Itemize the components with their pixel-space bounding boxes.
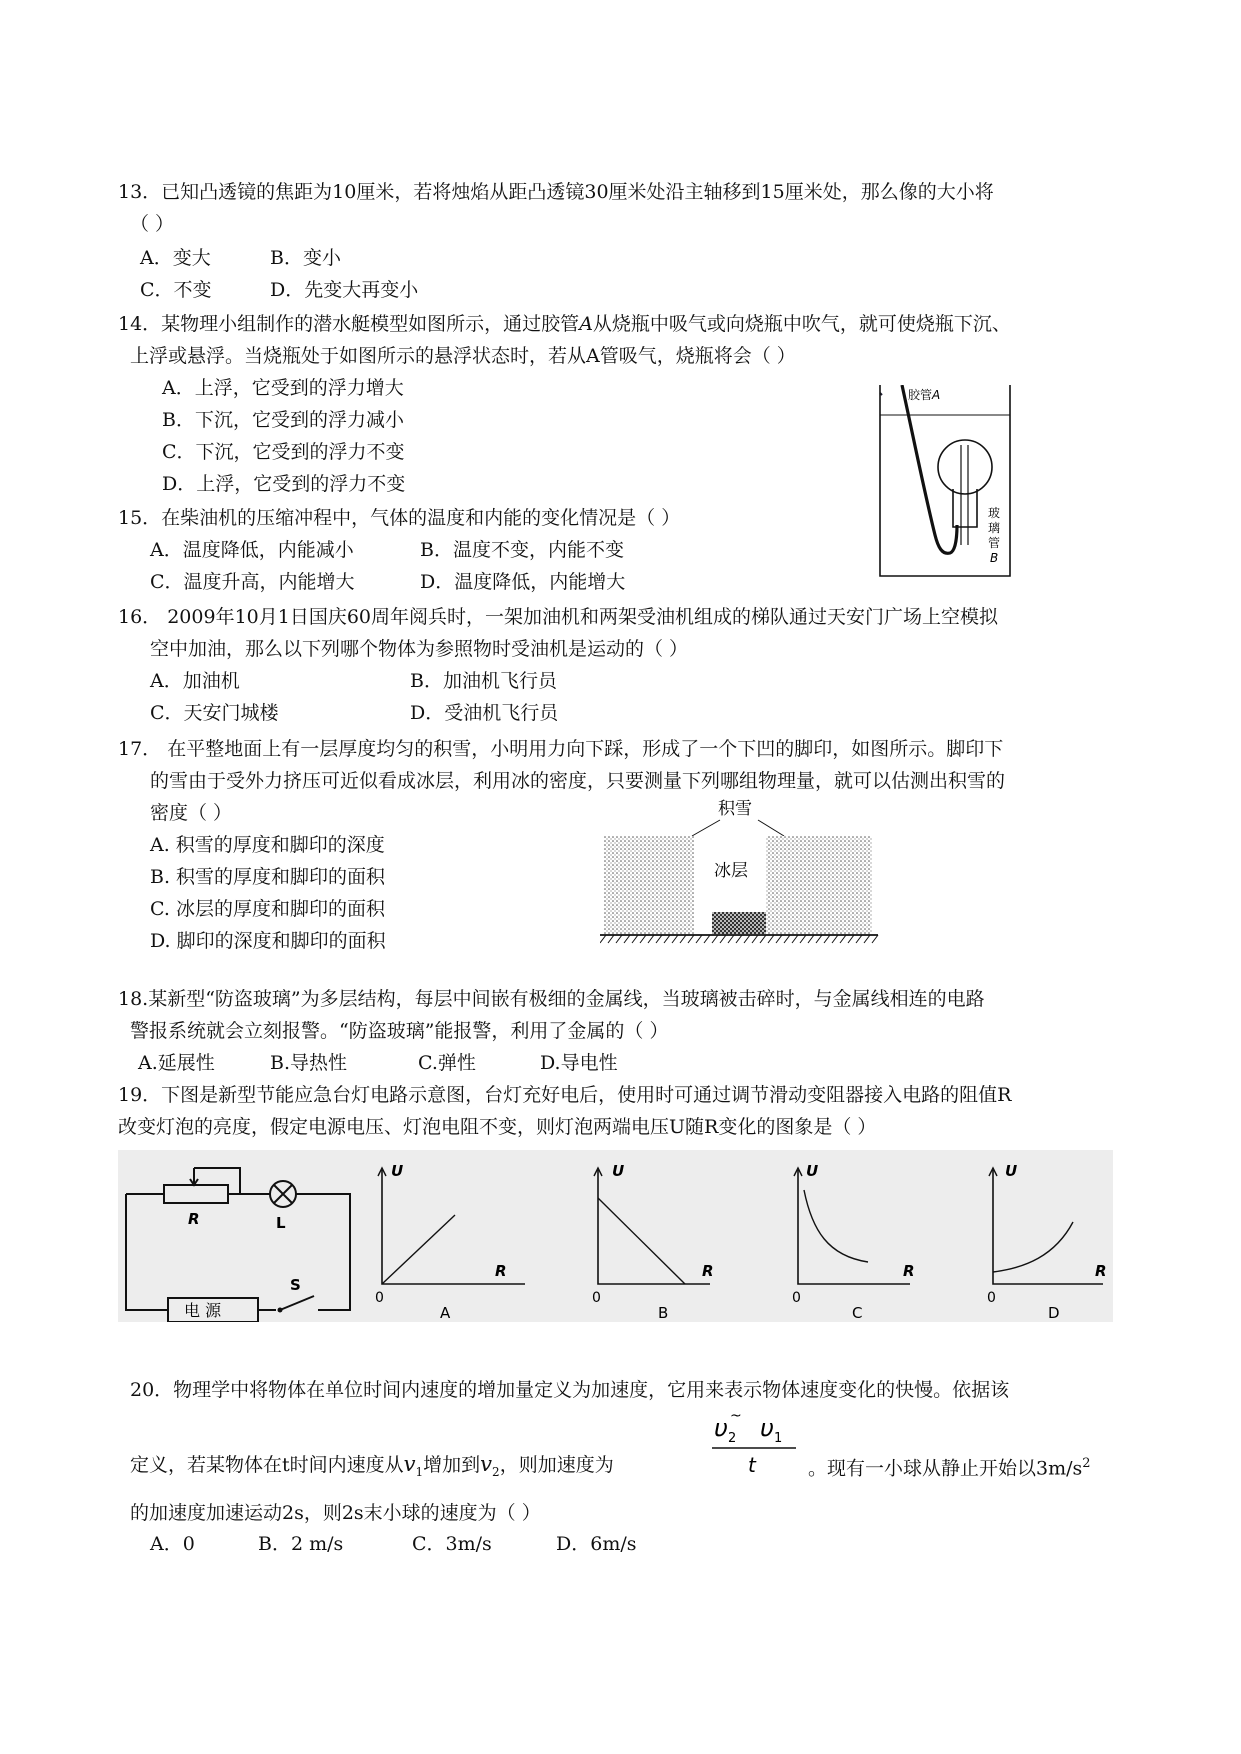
graph-b-letter: B (658, 1304, 669, 1320)
q17-stem-line1: 17． 在平整地面上有一层厚度均匀的积雪，小明用力向下踩，形成了一个下凹的脚印，如图所示。脚印下 (118, 738, 1004, 760)
rheostat-resistor (164, 1185, 228, 1203)
graph-a-x-label: R (495, 1262, 507, 1280)
q14-option-a: A．上浮，它受到的浮力增大 (162, 377, 404, 399)
q14-option-d: D．上浮，它受到的浮力不变 (162, 473, 406, 495)
lamp-label: L (276, 1214, 286, 1232)
glass-tube-label-2: 璃 (988, 521, 1001, 535)
q15-option-a: A．温度降低，内能减小 (150, 539, 354, 561)
q16-option-c: C．天安门城楼 (150, 702, 279, 724)
snow-footprint-figure (600, 796, 880, 956)
graph-b-y-label: U (612, 1162, 625, 1180)
q14-option-c: C．下沉，它受到的浮力不变 (162, 441, 405, 463)
circuit-wire-right (296, 1194, 350, 1310)
lamp-cross (274, 1185, 292, 1203)
q17-stem-line3: 密度（ ） (150, 802, 233, 824)
q17-stem-line2: 的雪由于受外力挤压可近似看成冰层，利用冰的密度，只要测量下列哪组物理量，就可以估测出积雪的 (150, 770, 1006, 792)
graph-a-y-label: U (391, 1162, 404, 1180)
graph-c-axes (798, 1170, 910, 1284)
q16-stem-line1: 16． 2009年10月1日国庆60周年阅兵时，一架加油机和两架受油机组成的梯队通过天安门广场上空模拟 (118, 606, 999, 628)
q16-option-a: A．加油机 (150, 670, 240, 692)
q14-stem-line2: 上浮或悬浮。当烧瓶处于如图所示的悬浮状态时，若从A管吸气，烧瓶将会（ ） (130, 345, 796, 367)
snow-layer-right (766, 836, 872, 934)
graph-c-origin: 0 (792, 1290, 801, 1306)
graph-c-y-label: U (806, 1162, 819, 1180)
graph-a (375, 1160, 550, 1320)
ice-layer (712, 912, 766, 934)
graph-d-axes (993, 1170, 1103, 1284)
snow-pointer-right (758, 820, 784, 836)
q16-option-b: B．加油机飞行员 (410, 670, 557, 692)
formula-t: t (748, 1453, 756, 1476)
q20-stem-line3: 的加速度加速运动2s，则2s末小球的速度为（ ） (130, 1502, 541, 1524)
q18-stem-line2: 警报系统就会立刻报警。“防盗玻璃”能报警，利用了金属的（ ） (130, 1020, 669, 1042)
graph-a-letter: A (440, 1304, 451, 1320)
formula-v2-sub: 2 (728, 1431, 737, 1446)
formula-v1: υ (760, 1414, 774, 1442)
acceleration-formula (712, 1408, 802, 1476)
graph-c-x-label: R (903, 1262, 915, 1280)
q15-option-b: B．温度不变，内能不变 (420, 539, 624, 561)
q20-stem-line2-tail: 。现有一小球从静止开始以$3m/s^2$ (808, 1456, 1091, 1480)
graph-d-curve (993, 1222, 1073, 1272)
slider-wire (194, 1168, 240, 1194)
graph-d-letter: D (1048, 1304, 1060, 1320)
q14-stem-line1: 14．某物理小组制作的潜水艇模型如图所示，通过胶管A从烧瓶中吸气或向烧瓶中吹气，就可使烧瓶下沉、 (118, 313, 1011, 335)
glass-tube-label-3: 管 (988, 536, 1001, 550)
graph-d-x-label: R (1095, 1262, 1107, 1280)
q20-option-d: D．6m/s (556, 1533, 637, 1555)
q13-option-c: C．不变 (140, 279, 212, 301)
q15-option-d: D．温度降低，内能增大 (420, 571, 626, 593)
q13-option-b: B．变小 (270, 247, 341, 269)
graph-c (790, 1160, 935, 1320)
submarine-model-figure (820, 385, 1020, 585)
q15-option-c: C．温度升高，内能增大 (150, 571, 355, 593)
tube-a-label: 胶管A (908, 388, 941, 402)
q19-stem-line1: 19．下图是新型节能应急台灯电路示意图，台灯充好电后，使用时可通过调节滑动变阻器接入电路的阻值R (118, 1084, 1012, 1106)
graph-b-origin: 0 (592, 1290, 601, 1306)
q13-option-d: D．先变大再变小 (270, 279, 419, 301)
q20-option-b: B．2 m/s (258, 1533, 344, 1555)
rubber-tube-a (902, 385, 957, 553)
q16-stem-line2: 空中加油，那么以下列哪个物体为参照物时受油机是运动的（ ） (150, 638, 689, 660)
graph-b-axes (598, 1170, 710, 1284)
snow-pointer-left (692, 820, 720, 836)
q13-paren: （ ） (130, 213, 175, 235)
ice-label: 冰层 (714, 861, 748, 881)
q18-option-c: C.弹性 (418, 1052, 476, 1074)
rheostat-slider-arrow (190, 1168, 198, 1185)
q20-option-a: A．0 (150, 1533, 195, 1555)
resistor-label: R (188, 1210, 200, 1228)
q20-option-c: C．3m/s (412, 1533, 492, 1555)
q17-option-a: A. 积雪的厚度和脚印的深度 (150, 834, 385, 856)
lamp-circuit-diagram (118, 1150, 368, 1322)
graph-b (590, 1160, 735, 1320)
q13-option-a: A．变大 (140, 247, 211, 269)
graph-c-curve (804, 1190, 868, 1262)
formula-tilde: ~ (730, 1408, 742, 1424)
formula-v2: υ (714, 1414, 728, 1442)
flask-bulb (938, 440, 992, 494)
ground-hatching (600, 935, 878, 943)
q18-option-b: B.导热性 (270, 1052, 348, 1074)
q16-option-d: D．受油机飞行员 (410, 702, 559, 724)
graph-c-letter: C (852, 1304, 863, 1320)
graph-d-origin: 0 (987, 1290, 996, 1306)
q20-stem-line1: 20．物理学中将物体在单位时间内速度的增加量定义为加速度，它用来表示物体速度变化的快慢。依据该 (130, 1379, 1010, 1401)
graph-d-y-label: U (1005, 1162, 1018, 1180)
switch-lever (280, 1296, 314, 1310)
q18-option-a: A.延展性 (138, 1052, 215, 1074)
graph-a-origin: 0 (375, 1290, 384, 1306)
graph-d (985, 1160, 1115, 1320)
q14-option-b: B．下沉，它受到的浮力减小 (162, 409, 404, 431)
switch-label: S (290, 1276, 301, 1294)
glass-tube-label-1: 玻 (988, 506, 1001, 520)
power-source-label: 电 源 (184, 1301, 222, 1320)
q17-option-c: C. 冰层的厚度和脚印的面积 (150, 898, 385, 920)
snow-label: 积雪 (718, 799, 752, 819)
q17-option-b: B. 积雪的厚度和脚印的面积 (150, 866, 386, 888)
snow-layer-left (604, 836, 694, 934)
q18-stem-line1: 18.某新型“防盗玻璃”为多层结构，每层中间嵌有极细的金属线，当玻璃被击碎时，与金属线相连的电路 (118, 988, 985, 1010)
q15-stem: 15．在柴油机的压缩冲程中，气体的温度和内能的变化情况是（ ） (118, 507, 681, 529)
glass-tube-label-b: B (990, 551, 999, 565)
q17-option-d: D. 脚印的深度和脚印的面积 (150, 930, 386, 952)
q13-stem: 13．已知凸透镜的焦距为10厘米，若将烛焰从距凸透镜30厘米处沿主轴移到15厘米处，那么像的大小将 (118, 181, 994, 203)
q18-option-d: D.导电性 (540, 1052, 618, 1074)
formula-v1-sub: 1 (774, 1431, 783, 1446)
circuit-wire-left-bottom (126, 1194, 276, 1310)
q20-stem-line2: 定义，若某物体在t时间内速度从$v_1$增加到$v_2$，则加速度为 (130, 1452, 614, 1479)
graph-a-curve (382, 1215, 455, 1284)
graph-b-curve (598, 1198, 685, 1284)
graph-b-x-label: R (702, 1262, 714, 1280)
q19-stem-line2: 改变灯泡的亮度，假定电源电压、灯泡电阻不变，则灯泡两端电压U随R变化的图象是（ ） (118, 1116, 877, 1138)
